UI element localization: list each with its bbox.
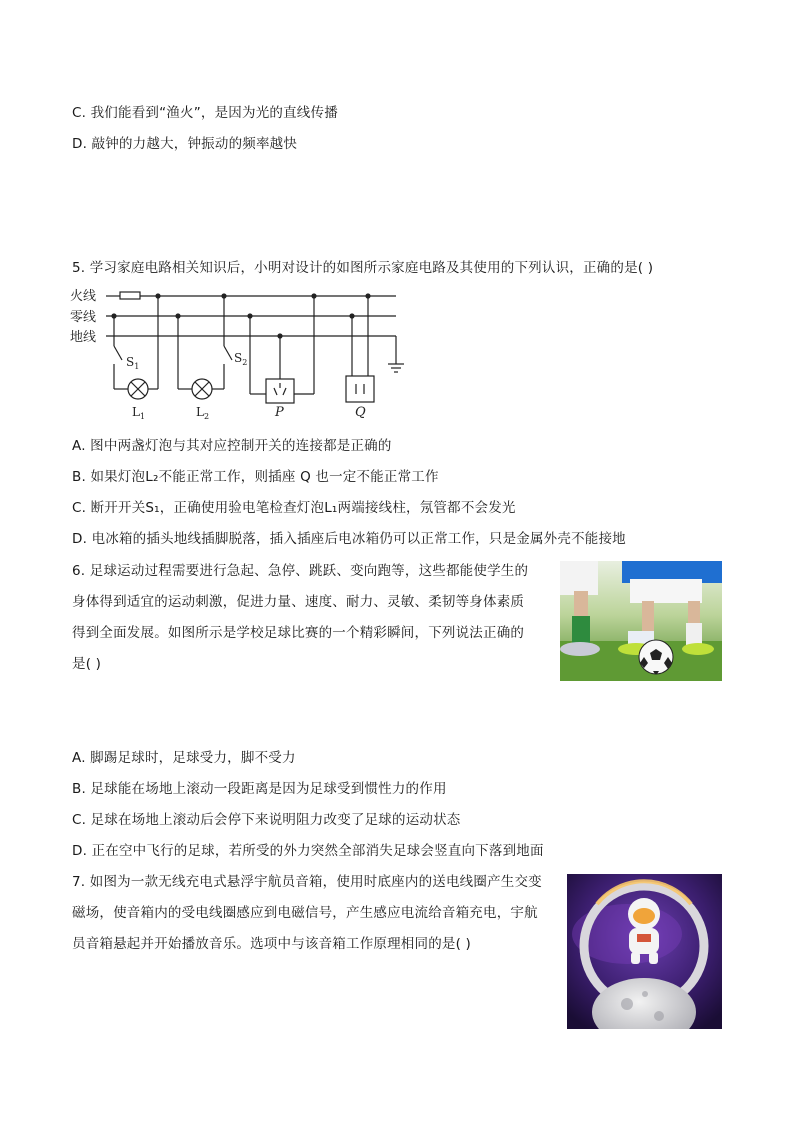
q6-stem-line4: 是( ) <box>72 656 102 672</box>
q7-stem-line1: 7. 如图为一款无线充电式悬浮宇航员音箱，使用时底座内的送电线圈产生交变 <box>72 874 542 890</box>
q5-option-d: D. 电冰箱的插头地线插脚脱落，插入插座后电冰箱仍可以正常工作，只是金属外壳不能接地 <box>72 531 626 547</box>
q5-option-a: A. 图中两盏灯泡与其对应控制开关的连接都是正确的 <box>72 438 392 454</box>
soccer-photo <box>560 561 722 681</box>
q7-stem-line2: 磁场，使音箱内的受电线圈感应到电磁信号，产生感应电流给音箱充电，宇航 <box>72 905 538 921</box>
q4-option-d: D. 敲钟的力越大，钟振动的频率越快 <box>72 136 298 152</box>
q6-option-b: B. 足球能在场地上滚动一段距离是因为足球受到惯性力的作用 <box>72 781 447 797</box>
q6-option-a: A. 脚踢足球时，足球受力，脚不受力 <box>72 750 296 766</box>
q6-stem-line3: 得到全面发展。如图所示是学校足球比赛的一个精彩瞬间，下列说法正确的 <box>72 625 525 641</box>
q5-option-b: B. 如果灯泡L₂不能正常工作，则插座 Q 也一定不能正常工作 <box>72 469 439 485</box>
ground-wire-label: 地线 <box>70 330 97 345</box>
household-circuit-diagram <box>68 284 408 424</box>
svg-text:S2: $S_2$ <box>234 351 248 367</box>
astronaut-speaker-photo <box>567 874 722 1029</box>
svg-text:P: P <box>275 405 284 420</box>
socket-q-icon <box>346 376 374 402</box>
q5-stem: 5. 学习家庭电路相关知识后，小明对设计的如图所示家庭电路及其使用的下列认识，正确的是( ) <box>72 260 654 276</box>
switch-s1 <box>114 346 122 360</box>
q6-option-d: D. 正在空中飞行的足球，若所受的外力突然全部消失足球会竖直向下落到地面 <box>72 843 544 859</box>
neutral-wire-label: 零线 <box>70 310 97 325</box>
q6-stem-line2: 身体得到适宜的运动刺激，促进力量、速度、耐力、灵敏、柔韧等身体素质 <box>72 594 525 610</box>
q7-stem-line3: 员音箱悬起并开始播放音乐。选项中与该音箱工作原理相同的是( ) <box>72 936 472 952</box>
svg-text:L1: $L_1$ <box>132 405 146 421</box>
svg-text:L2: $L_2$ <box>196 405 210 421</box>
svg-text:S1: $S_1$ <box>126 355 140 371</box>
q5-option-c: C. 断开开关S₁，正确使用验电笔检查灯泡L₁两端接线柱，氖管都不会发光 <box>72 500 516 516</box>
switch-s2 <box>224 346 232 360</box>
q6-option-c: C. 足球在场地上滚动后会停下来说明阻力改变了足球的运动状态 <box>72 812 461 828</box>
q4-option-c: C. 我们能看到“渔火”，是因为光的直线传播 <box>72 105 338 121</box>
fuse-icon <box>120 292 140 299</box>
live-wire-label: 火线 <box>70 289 97 304</box>
socket-p-icon <box>266 379 294 403</box>
svg-text:Q: Q <box>355 405 366 420</box>
q6-stem-line1: 6. 足球运动过程需要进行急起、急停、跳跃、变向跑等，这些都能使学生的 <box>72 563 529 579</box>
